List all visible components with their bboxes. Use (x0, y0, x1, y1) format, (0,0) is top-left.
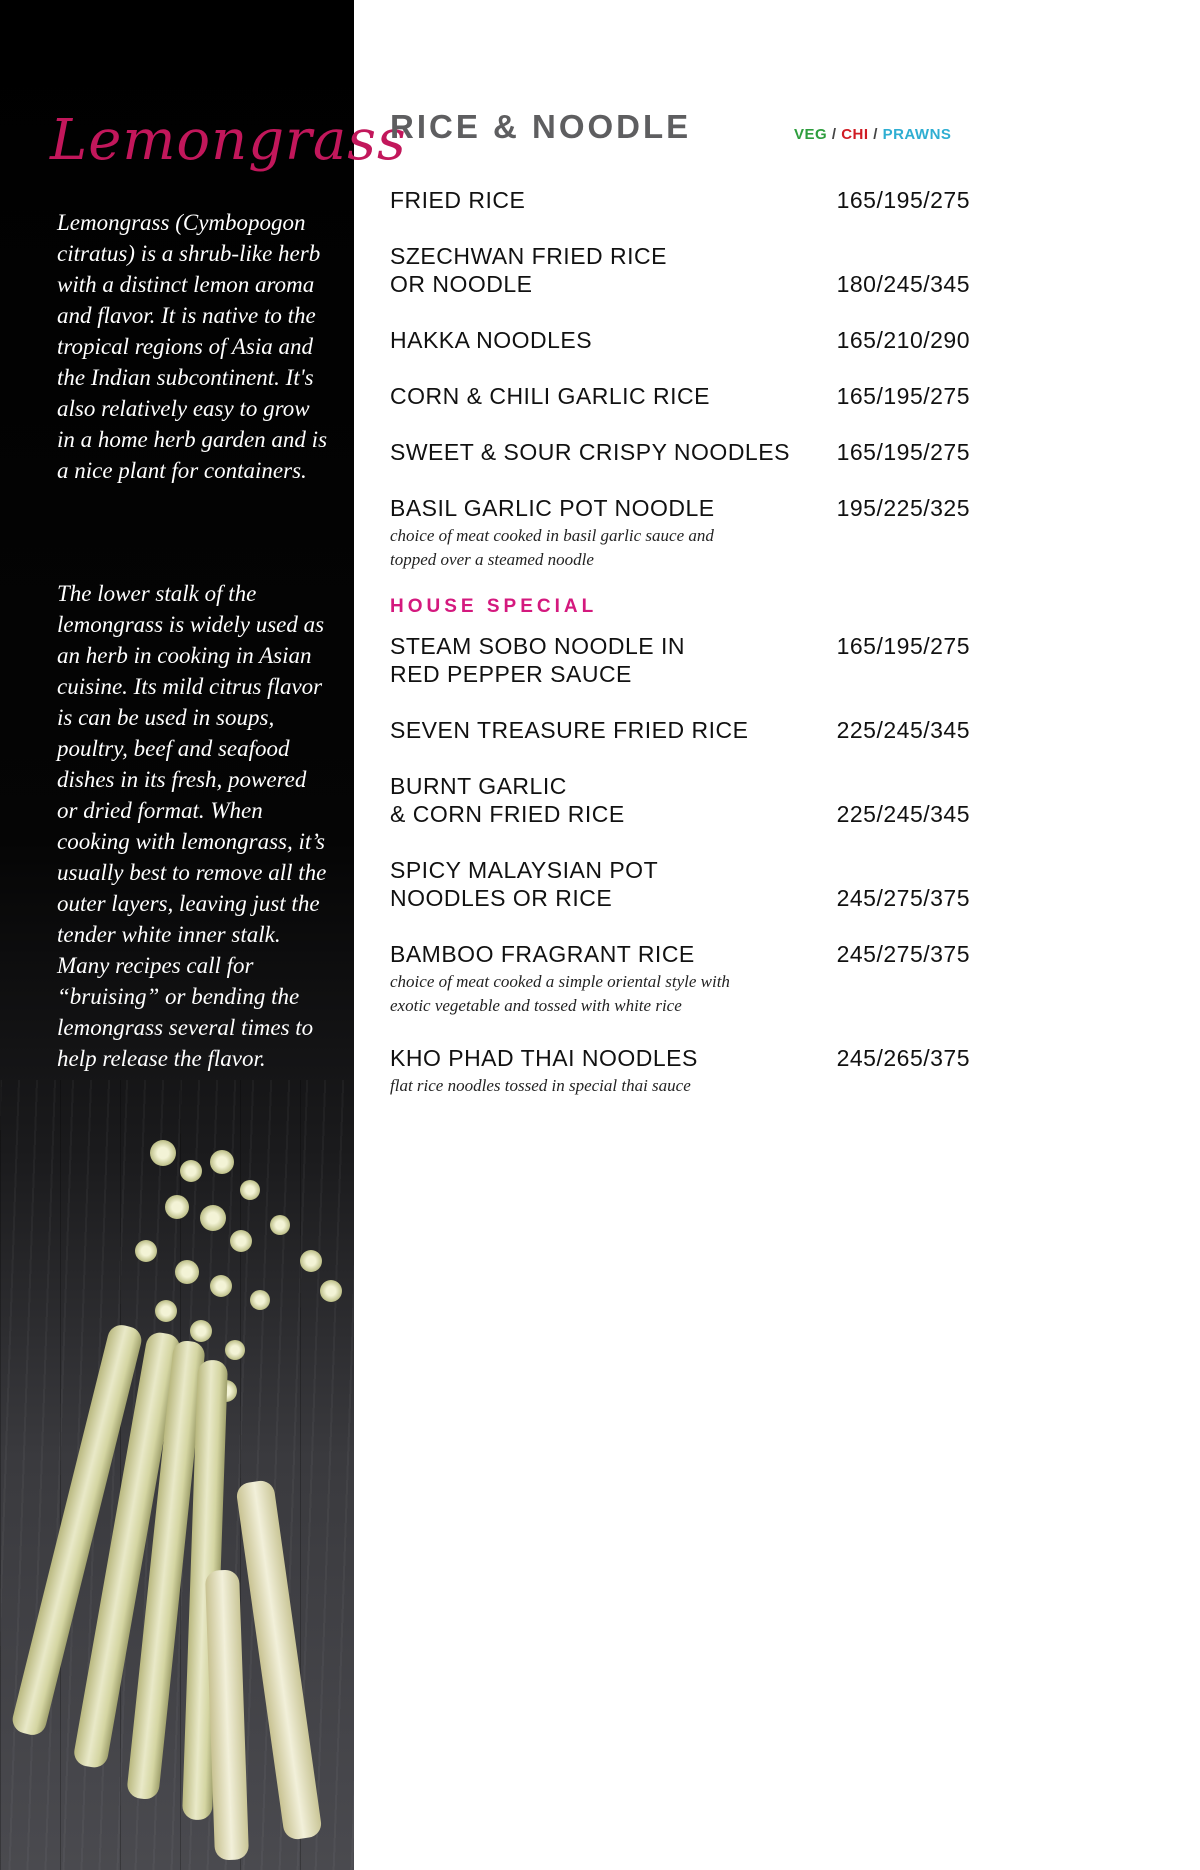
item-price: 195/225/325 (836, 495, 970, 521)
item-price: 245/275/375 (836, 941, 970, 967)
item-name: KHO PHAD THAI NOODLES (390, 1045, 698, 1071)
legend-chi: CHI (841, 126, 869, 143)
legend-veg: VEG (794, 126, 828, 143)
menu-item (390, 438, 970, 466)
item-price: 165/195/275 (836, 633, 970, 659)
house-special-heading: HOUSE SPECIAL (390, 596, 598, 617)
item-name: SPICY MALAYSIAN POT NOODLES OR RICE (390, 857, 659, 911)
menu-item (390, 242, 970, 298)
item-price: 165/210/290 (836, 327, 970, 353)
menu-item (390, 1044, 970, 1098)
sidebar-paragraph-2: The lower stalk of the lemongrass is widely used as an herb in cooking in Asian cuisine. Its mild citrus flavor is can be used in soups, poultry, beef and seafood dishes in its fresh, powered or dried format. When cooking with lemongrass, it’s usually best to remove all the outer layers, leaving just the tender white inner stalk. Many recipes call for “bruising” or bending the lemongrass several times to help release the flavor. (57, 581, 327, 1071)
item-name: STEAM SOBO NOODLE IN RED PEPPER SAUCE (390, 633, 685, 687)
menu-item (390, 326, 970, 354)
menu-item (390, 632, 970, 688)
item-price: 245/275/375 (836, 885, 970, 911)
legend-separator: / (868, 126, 883, 143)
menu-content (354, 0, 1200, 1870)
sidebar-paragraph-1: Lemongrass (Cymbopogon citratus) is a shrub-like herb with a distinct lemon aroma and flavor. It is native to the tropical regions of Asia and the Indian subcontinent. It's also relatively easy to grow in a home herb garden and is a nice plant for containers. (57, 210, 328, 483)
item-price: 245/265/375 (836, 1045, 970, 1071)
sidebar-title: Lemongrass (50, 108, 407, 173)
item-name: CORN & CHILI GARLIC RICE (390, 383, 710, 409)
section-title: RICE & NOODLE (390, 108, 692, 145)
menu-item (390, 382, 970, 410)
item-name: BAMBOO FRAGRANT RICE (390, 941, 695, 967)
menu-item (390, 856, 970, 912)
item-description: choice of meat cooked a simple oriental style with exotic vegetable and tossed with white rice (390, 972, 730, 1015)
item-description: choice of meat cooked in basil garlic sauce and topped over a steamed noodle (390, 526, 714, 569)
menu-item (390, 716, 970, 744)
item-name: SEVEN TREASURE FRIED RICE (390, 717, 749, 743)
item-description: flat rice noodles tossed in special thai sauce (390, 1076, 691, 1095)
menu-item (390, 940, 970, 1018)
item-price: 225/245/345 (836, 801, 970, 827)
item-price: 165/195/275 (836, 187, 970, 213)
price-legend (794, 126, 951, 143)
item-price: 225/245/345 (836, 717, 970, 743)
sidebar-panel (0, 0, 407, 1870)
menu-item (390, 772, 970, 828)
menu-item (390, 494, 970, 572)
menu-item (390, 186, 970, 214)
item-price: 165/195/275 (836, 383, 970, 409)
legend-prawns: PRAWNS (882, 126, 952, 143)
item-name: SZECHWAN FRIED RICE OR NOODLE (390, 243, 667, 297)
item-name: HAKKA NOODLES (390, 327, 593, 353)
item-price: 180/245/345 (836, 271, 970, 297)
legend-separator: / (827, 126, 842, 143)
item-name: FRIED RICE (390, 187, 526, 213)
item-price: 165/195/275 (836, 439, 970, 465)
item-name: BURNT GARLIC & CORN FRIED RICE (390, 773, 625, 827)
item-name: SWEET & SOUR CRISPY NOODLES (390, 439, 790, 465)
item-name: BASIL GARLIC POT NOODLE (390, 495, 715, 521)
